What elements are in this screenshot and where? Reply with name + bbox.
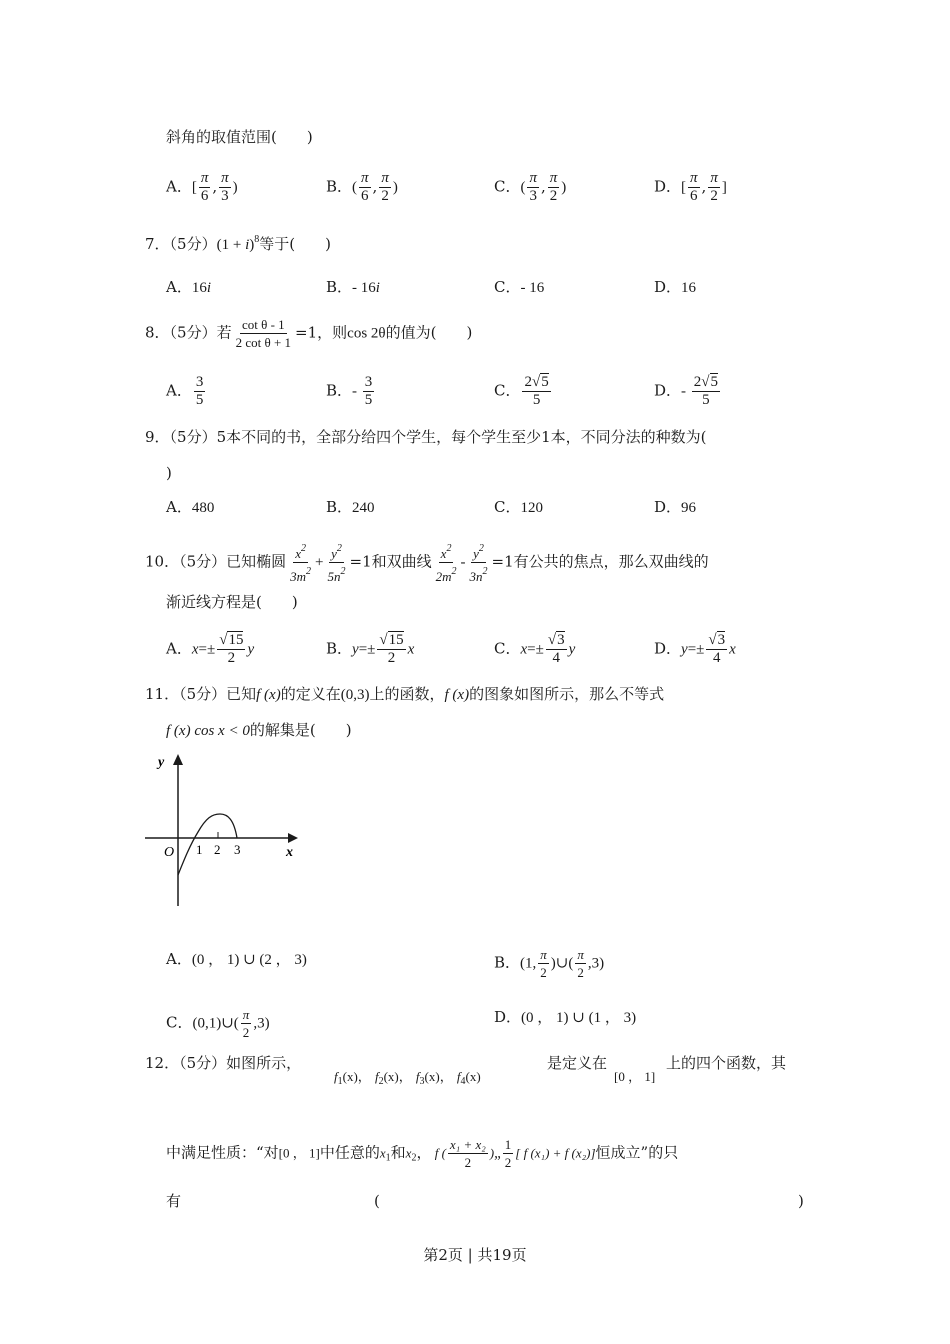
q12-answer-close: ): [798, 1192, 804, 1210]
function-curve: [178, 814, 237, 875]
q11-option-c: C．(0,1)∪( $\frac{\pi}{2}$ ,3): [166, 1007, 270, 1040]
q6-option-b: B．( $\frac{\pi}{6}$ , $\frac{\pi}{2}$ ): [326, 170, 398, 204]
tick-label-3: 3: [234, 842, 241, 857]
q9-option-b: B．240: [326, 498, 375, 516]
q12-stem-tail: 上的四个函数，其: [666, 1054, 787, 1072]
q10-option-d: D．y=± $\frac{√3}{4}$ x: [654, 632, 736, 666]
q8-option-a: A． $\frac{3}{5}$: [166, 374, 204, 408]
q11-option-d: D．(0 ， 1) ∪ (1 ， 3): [494, 1008, 637, 1026]
q10-stem-line2: 渐近线方程是( ): [166, 593, 298, 611]
q9-option-a: A．480: [166, 498, 215, 516]
q9-option-c: C．120: [494, 498, 543, 516]
q9-option-d: D．96: [654, 498, 697, 516]
q9-stem: 9．（5分）5本不同的书，全部分给四个学生，每个学生至少1本，不同分法的种数为(: [145, 428, 707, 446]
page-footer: 第2页 | 共19页: [423, 1246, 527, 1264]
x-axis-arrow-icon: [288, 833, 298, 843]
q12-stem-line2: 中满足性质：“对[0 ， 1]中任意的$x_1$和$x_2$， f ( $\frac{\text{x₁ + x₂}}{2}$ )„ $\frac{1}{2}$ [ f (x₁) + f (x₂)]恒成立”的只: [166, 1137, 679, 1170]
tick-label-2: 2: [214, 842, 221, 857]
q11-stem: 11．（5分）已知f (x)的定义在(0,3)上的函数，f (x)的图象如图所示，那么不等式: [145, 685, 665, 703]
tick-label-1: 1: [196, 842, 203, 857]
y-axis-label: y: [158, 755, 165, 770]
q7-stem: 7．（5分）$(1 + i)^8$等于( ): [145, 234, 331, 253]
q8-option-d: D．- $\frac{2√5}{5}$: [654, 374, 719, 408]
q7-option-c: C．- 16: [494, 278, 545, 296]
q6-option-a: A．[ $\frac{\pi}{6}$ , $\frac{\pi}{3}$ ): [166, 170, 238, 204]
q7-option-b: B．- 16i: [326, 278, 380, 296]
q12-stem-defined: 是定义在: [547, 1054, 608, 1072]
q10-option-a: A．x=± $\frac{√15}{2}$ y: [166, 632, 255, 666]
q8-option-c: C． $\frac{2√5}{5}$: [494, 374, 549, 408]
q12-functions: $f_1(x)$， $f_2(x)$， $f_3(x)$， $f_4(x)$: [334, 1069, 481, 1087]
q10-option-b: B．y=± $\frac{√15}{2}$ x: [326, 632, 415, 666]
q12-stem-line3-label: 有: [166, 1192, 182, 1210]
q11-stem-line2: f (x) cos x < 0的解集是( ): [166, 721, 352, 739]
q8-option-b: B．- $\frac{3}{5}$: [326, 374, 373, 408]
q8-stem: 8．（5分）若 $\frac{\text{cot θ - 1}}{\text{2 cot θ + 1}}$ =1，则cos 2θ的值为( ): [145, 317, 473, 350]
q11-function-graph: [140, 748, 310, 913]
q10-option-c: C．x=± $\frac{√3}{4}$ y: [494, 632, 576, 666]
q7-option-a: A．16i: [166, 278, 212, 296]
q9-stem-close: ): [166, 464, 172, 482]
q12-stem-interval: [0 ， 1]: [614, 1069, 656, 1084]
x-axis-label: x: [286, 845, 293, 860]
q12-stem: 12．（5分）如图所示，: [145, 1054, 302, 1072]
q6-stem-tail: 斜角的取值范围( ): [166, 128, 313, 146]
q7-option-d: D．16: [654, 278, 697, 296]
q11-option-b: B．(1, $\frac{\pi}{2}$ )∪( $\frac{\pi}{2}$ ,3): [494, 947, 605, 980]
q12-answer-open: (: [374, 1192, 380, 1210]
y-axis-arrow-icon: [173, 754, 183, 765]
q10-stem: 10．（5分）已知椭圆 $\frac{x^2}{3m^2}$ + $\frac{y^2}{5n^2}$ =1和双曲线 $\frac{x^2}{2m^2}$ - $\frac{y^2}{3n^2}$ =1有公共的焦点，那么双曲线的: [145, 540, 709, 585]
q6-option-c: C．( $\frac{\pi}{3}$ , $\frac{\pi}{2}$ ): [494, 170, 567, 204]
q6-option-d: D．[ $\frac{\pi}{6}$ , $\frac{\pi}{2}$ ]: [654, 170, 727, 204]
q11-option-a: A．(0 ， 1) ∪ (2 ， 3): [166, 950, 307, 968]
origin-label: O: [164, 845, 175, 860]
